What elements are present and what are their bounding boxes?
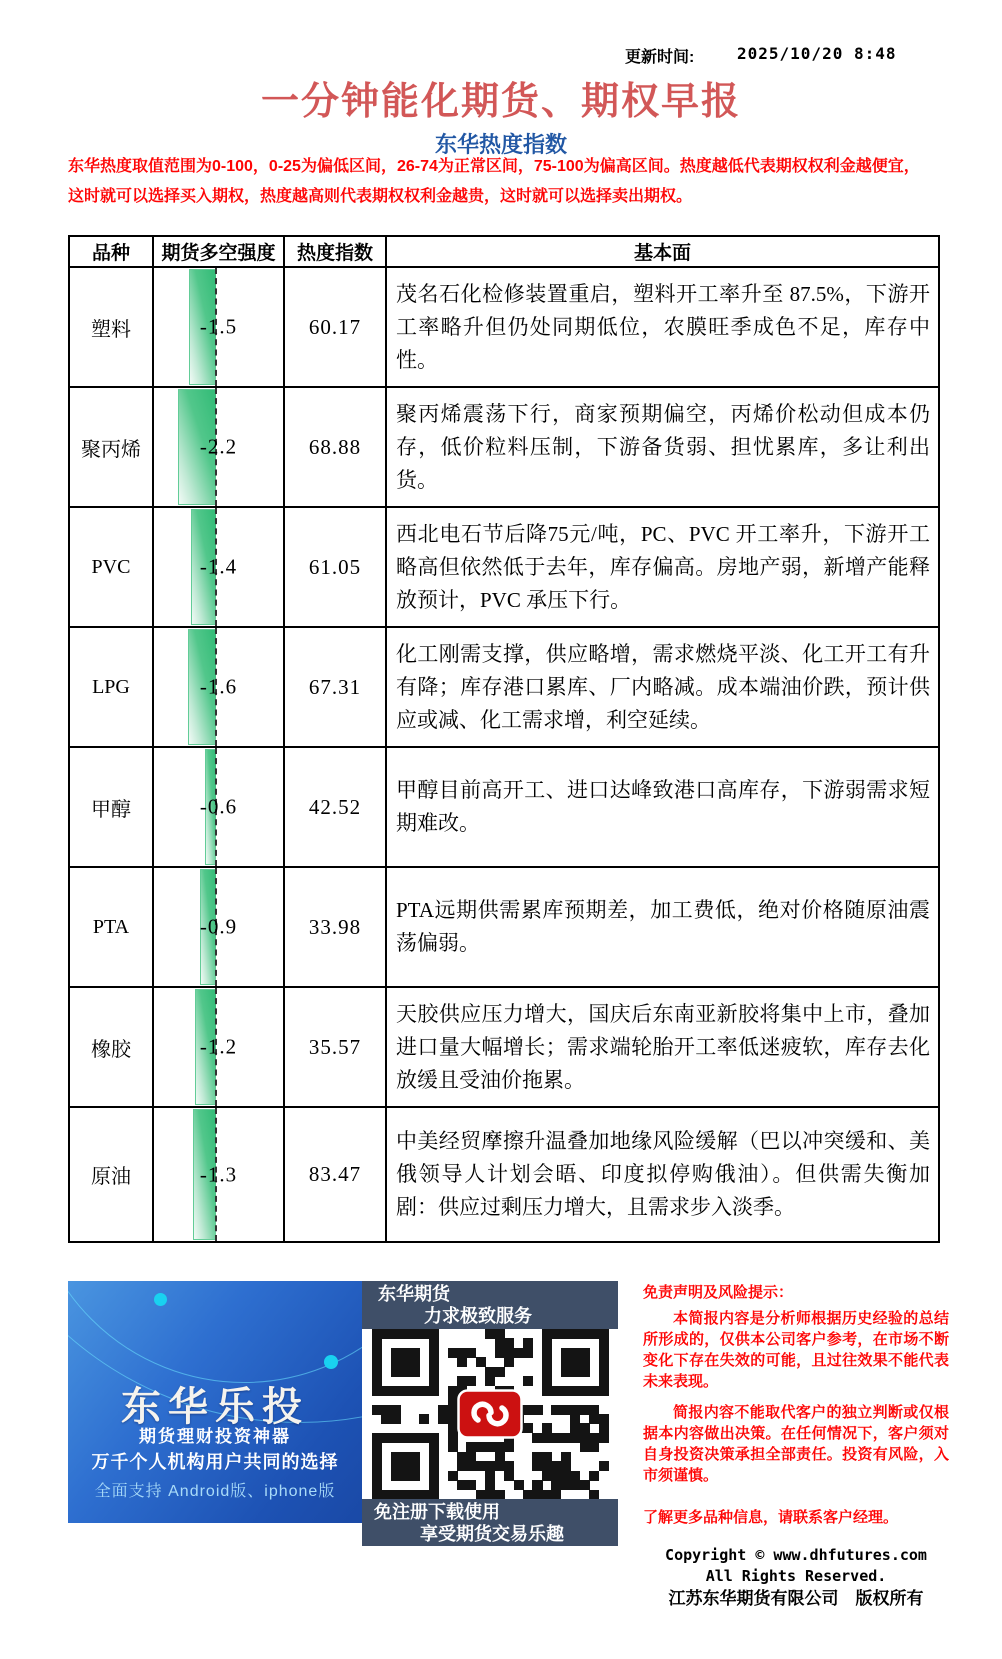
dhfutures-logo-icon [457, 1389, 523, 1439]
qr-module [523, 1348, 533, 1358]
variety-name: 橡胶 [69, 987, 153, 1107]
strength-cell [153, 1107, 284, 1242]
table-row [69, 387, 939, 507]
strength-cell [153, 627, 284, 747]
strength-value: -1.2 [199, 1034, 238, 1059]
banner-tagline-1: 期货理财投资神器 [139, 1427, 291, 1446]
fundamental-text: 天胶供应压力增大，国庆后东南亚新胶将集中上市，叠加进口量大幅增长；需求端轮胎开工率低迷疲软，库存去化放缓且受油价拖累。 [386, 987, 939, 1107]
table-header-row [69, 236, 939, 267]
update-time-value: 2025/10/20 8:48 [737, 44, 897, 63]
disclaimer-block [643, 1281, 949, 1610]
strength-cell [153, 507, 284, 627]
qr-code-area [362, 1329, 618, 1499]
qr-module [504, 1442, 514, 1452]
decor-dot [154, 1293, 167, 1306]
table-row [69, 867, 939, 987]
fundamental-text: 中美经贸摩擦升温叠加地缘风险缓解（巴以冲突缓和、美俄领导人计划会晤、印度拟停购俄油）。但供需失衡加剧：供应过剩压力增大，且需求步入淡季。 [386, 1107, 939, 1242]
qr-module [410, 1367, 420, 1377]
update-time-label: 更新时间: [625, 49, 695, 66]
qr-module [391, 1414, 401, 1424]
heat-index-value: 67.31 [284, 627, 386, 747]
qr-caption-1: 免注册下载使用 [374, 1502, 500, 1522]
heat-index-notice-line1: 东华热度取值范围为0-100，0-25为偏低区间，26-74为正常区间，75-100为偏高区间。热度越低代表期权权利金越便宜， [68, 158, 920, 175]
strength-value: -0.6 [199, 794, 238, 819]
variety-name: 聚丙烯 [69, 387, 153, 507]
contact-note: 了解更多品种信息，请联系客户经理。 [643, 1509, 899, 1526]
variety-name: PVC [69, 507, 153, 627]
heat-index-value: 68.88 [284, 387, 386, 507]
brand-name: 东华期货 [378, 1284, 450, 1304]
strength-value: -0.9 [199, 914, 238, 939]
strength-value: -1.3 [199, 1162, 238, 1186]
table-row [69, 507, 939, 627]
column-header-heat: 热度指数 [284, 236, 386, 267]
variety-name: 塑料 [69, 267, 153, 387]
copyright-block [643, 1545, 949, 1610]
table-row [69, 627, 939, 747]
table-row [69, 267, 939, 387]
app-promo-banner [68, 1281, 362, 1523]
disclaimer-paragraph-2: 简报内容不能取代客户的独立判断或仅根据本内容做出决策。在任何情况下，客户须对自身投资决策承担全部责任。投资有风险，入市须谨慎。 [643, 1404, 949, 1484]
brand-slogan: 力求极致服务 [424, 1306, 532, 1326]
copyright-line-1: Copyright © www.dhfutures.com [665, 1546, 927, 1564]
column-header-fundamental: 基本面 [386, 236, 939, 267]
heat-index-value: 33.98 [284, 867, 386, 987]
heat-index-value: 61.05 [284, 507, 386, 627]
strength-value: -1.4 [199, 554, 238, 579]
qr-caption-band [362, 1499, 618, 1546]
qr-module [580, 1367, 590, 1377]
disclaimer-paragraph-1: 本简报内容是分析师根据历史经验的总结所形成的，仅供本公司客户参考，在市场不断变化下存在失效的可能，且过往效果不能代表未来表现。 [643, 1310, 949, 1390]
fundamental-text: 茂名石化检修装置重启，塑料开工率升至 87.5%，下游开工率略升但仍处同期低位，农膜旺季成色不足，库存中性。 [386, 267, 939, 387]
strength-value: -1.5 [199, 314, 238, 339]
strength-cell [153, 387, 284, 507]
strength-cell [153, 747, 284, 867]
table-row [69, 747, 939, 867]
column-header-variety: 品种 [69, 236, 153, 267]
column-header-strength: 期货多空强度 [153, 236, 284, 267]
strength-cell [153, 987, 284, 1107]
fundamental-text: PTA远期供需累库预期差，加工费低，绝对价格随原油震荡偏弱。 [386, 867, 939, 987]
page-title: 一分钟能化期货、期权早报 [260, 81, 741, 123]
strength-cell [153, 867, 284, 987]
fundamental-text: 西北电石节后降75元/吨，PC、PVC 开工率升，下游开工略高但依然低于去年，库存偏高。房地产弱，新增产能释放预计，PVC 承压下行。 [386, 507, 939, 627]
qr-panel [362, 1281, 618, 1546]
variety-name: LPG [69, 627, 153, 747]
heat-index-notice-line2: 这时就可以选择买入期权，热度越高则代表期权权利金越贵，这时就可以选择卖出期权。 [68, 188, 693, 205]
decor-dot [324, 1355, 338, 1369]
qr-module [599, 1433, 609, 1443]
page-subtitle: 东华热度指数 [434, 132, 567, 157]
qr-caption-2: 享受期货交易乐趣 [420, 1524, 564, 1544]
variety-name: 甲醇 [69, 747, 153, 867]
qr-module [523, 1376, 533, 1386]
qr-module [410, 1471, 420, 1481]
variety-name: 原油 [69, 1107, 153, 1242]
qr-module [589, 1490, 599, 1499]
heat-index-value: 42.52 [284, 747, 386, 867]
qr-module [429, 1386, 439, 1396]
banner-tagline-3: 全面支持 Android版、iphone版 [94, 1483, 336, 1500]
app-name: 东华乐投 [121, 1385, 309, 1429]
qr-brand-band [362, 1281, 618, 1329]
copyright-line-2: All Rights Reserved. [705, 1567, 887, 1585]
table-row [69, 987, 939, 1107]
copyright-line-3: 江苏东华期货有限公司 版权所有 [668, 1589, 924, 1608]
qr-module [495, 1367, 505, 1377]
qr-module [457, 1357, 467, 1367]
strength-value: -2.2 [199, 434, 238, 459]
qr-module [599, 1461, 609, 1471]
strength-value: -1.6 [199, 674, 238, 699]
qr-module [599, 1386, 609, 1396]
footer-section [68, 1281, 958, 1608]
qr-module [589, 1471, 599, 1481]
banner-tagline-2: 万千个人机构用户共同的选择 [91, 1452, 339, 1472]
fundamental-text: 甲醇目前高开工、进口达峰致港口高库存，下游弱需求短期难改。 [386, 747, 939, 867]
heat-index-value: 83.47 [284, 1107, 386, 1242]
variety-name: PTA [69, 867, 153, 987]
heat-index-notice [68, 152, 958, 212]
qr-module [551, 1490, 561, 1499]
disclaimer-heading: 免责声明及风险提示： [643, 1284, 794, 1301]
qr-module [466, 1376, 476, 1386]
table-row [69, 1107, 939, 1242]
heat-index-value: 60.17 [284, 267, 386, 387]
qr-module [589, 1442, 599, 1452]
qr-module [532, 1405, 542, 1415]
fundamental-text: 化工刚需支撑，供应略增，需求燃烧平淡、化工开工有升有降；库存港口累库、厂内略减。成本端油价跌，预计供应或减、化工需求增，利空延续。 [386, 627, 939, 747]
heat-index-value: 35.57 [284, 987, 386, 1107]
qr-module [429, 1490, 439, 1499]
strength-cell [153, 267, 284, 387]
fundamental-text: 聚丙烯震荡下行，商家预期偏空，丙烯价松动但成本仍存，低价粒料压制，下游备货弱、担忧累库，多让利出货。 [386, 387, 939, 507]
qr-module [419, 1414, 429, 1424]
qr-module [495, 1490, 505, 1499]
qr-module [504, 1357, 514, 1367]
heat-index-table [68, 235, 940, 1243]
